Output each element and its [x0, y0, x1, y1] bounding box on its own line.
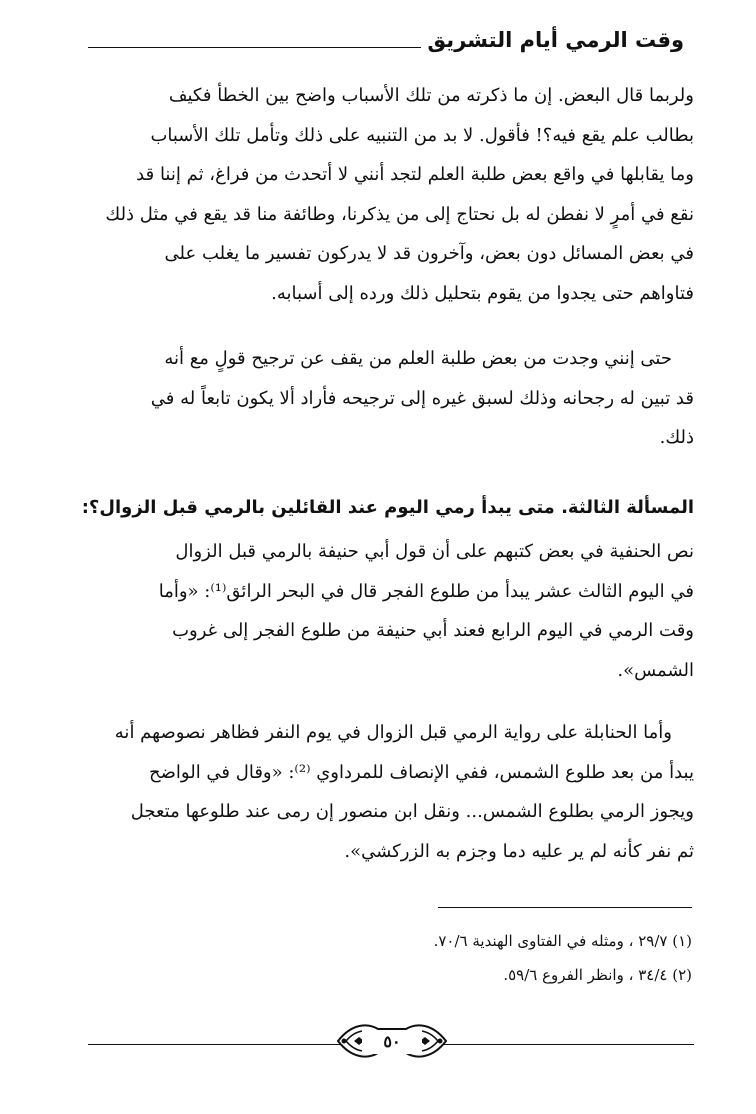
paragraph-4 — [80, 713, 694, 871]
page-number: ٥٠ — [362, 1030, 422, 1054]
text-line: حتى إنني وجدت من بعض طلبة العلم من يقف عن ترجيح قولٍ مع أنه — [164, 348, 672, 369]
running-header — [88, 22, 684, 62]
footnote-1: (١) ٢٩/٧ ، ومثله في الفتاوى الهندية ٧٠/٦. — [433, 932, 692, 950]
text-line: في بعض المسائل دون بعض، وآخرون قد لا يدركون تفسير ما يغلب على — [164, 243, 694, 264]
paragraph-3 — [80, 532, 694, 690]
text-line: في اليوم الثالث عشر يبدأ من طلوع الفجر قال في البحر الرائق⁽¹⁾: «وأما — [158, 580, 694, 602]
text-line: ثم نفر كأنه لم ير عليه دما وجزم به الزركشي». — [344, 840, 694, 862]
paragraph-2 — [80, 339, 694, 458]
section-heading: المسألة الثالثة. متى يبدأ رمي اليوم عند القائلين بالرمي قبل الزوال؟: — [81, 497, 694, 518]
text-line: وما يقابلها في واقع بعض طلبة العلم لتجد أنني لا أتحدث من فراغ، ثم إننا قد — [136, 164, 694, 185]
text-line: يبدأ من بعد طلوع الشمس، ففي الإنصاف للمرداوي ⁽²⁾: «وقال في الواضح — [149, 761, 694, 783]
text-line: نص الحنفية في بعض كتبهم على أن قول أبي حنيفة بالرمي قبل الزوال — [175, 541, 694, 562]
text-line: الشمس». — [617, 659, 694, 681]
text-line: بطالب علم يقع فيه؟! فأقول. لا بد من التنبيه على ذلك وتأمل تلك الأسباب — [150, 124, 694, 146]
text-line: وقت الرمي في اليوم الرابع فعند أبي حنيفة من طلوع الفجر إلى غروب — [172, 620, 694, 641]
footnote-separator — [438, 907, 692, 908]
text-line: نقع في أمرٍ لا نفطن له بل نحتاج إلى من يذكرنا، وطائفة منا قد يقع في مثل ذلك — [105, 203, 694, 225]
text-line: قد تبين له رجحانه وذلك لسبق غيره إلى ترجيحه فأراد ألا يكون تابعاً له في — [150, 387, 694, 409]
footnote-2: (٢) ٣٤/٤ ، وانظر الفروع ٥٩/٦. — [503, 966, 692, 984]
text-line: وأما الحنابلة على رواية الرمي قبل الزوال في يوم النفر فظاهر نصوصهم أنه — [114, 722, 672, 743]
footnotes — [80, 924, 692, 992]
paragraph-1 — [80, 76, 694, 313]
text-line: ولربما قال البعض. إن ما ذكرته من تلك الأسباب واضح بين الخطأ فكيف — [168, 85, 694, 106]
text-line: فتاواهم حتى يجدوا من يقوم بتحليل ذلك ورده إلى أسبابه. — [271, 282, 694, 304]
text-line: ذلك. — [659, 427, 694, 448]
running-header-title: وقت الرمي أيام التشريق — [421, 28, 684, 52]
text-line: ويجوز الرمي بطلوع الشمس... ونقل ابن منصور إن رمى عند طلوعها متعجل — [130, 801, 694, 822]
